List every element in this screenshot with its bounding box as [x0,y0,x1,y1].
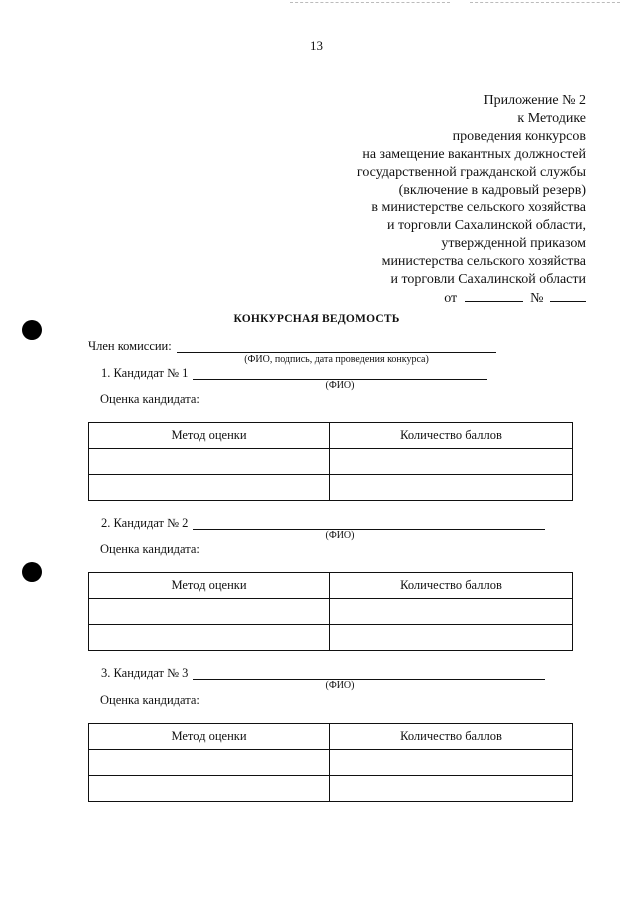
points-header: Количество баллов [330,724,573,750]
rating-label: Оценка кандидата: [100,542,200,556]
score-table [88,572,573,651]
method-cell[interactable] [89,625,330,651]
order-date-number-line [357,289,586,308]
appendix-line: министерства сельского хозяйства [381,254,586,270]
score-table [88,422,573,501]
method-header: Метод оценки [89,573,330,599]
rating-label: Оценка кандидата: [100,693,200,707]
appendix-line: на замещение вакантных должностей [362,146,586,162]
candidate-label: 3. Кандидат № 3 [101,666,189,680]
commission-blank[interactable] [177,352,496,353]
candidate-label: 1. Кандидат № 1 [101,366,189,380]
page-number: 13 [310,38,323,53]
points-cell[interactable] [330,625,573,651]
method-cell[interactable] [89,475,330,501]
commission-hint: (ФИО, подпись, дата проведения конкурса) [244,354,429,365]
appendix-line: государственной гражданской службы [356,164,586,180]
from-label: от [444,290,458,306]
commission-label: Член комиссии: [88,339,172,353]
appendix-line: (включение в кадровый резерв) [398,182,586,198]
appendix-line: в министерстве сельского хозяйства [371,200,586,216]
number-label: № [530,290,544,306]
points-cell[interactable] [330,475,573,501]
appendix-line: к Методике [517,110,586,126]
rating-label: Оценка кандидата: [100,392,200,406]
points-cell[interactable] [330,449,573,475]
method-cell[interactable] [89,776,330,802]
method-cell[interactable] [89,750,330,776]
points-header: Количество баллов [330,573,573,599]
method-cell[interactable] [89,599,330,625]
candidate-label: 2. Кандидат № 2 [101,516,189,530]
points-cell[interactable] [330,776,573,802]
order-date-blank[interactable] [465,289,523,302]
points-cell[interactable] [330,599,573,625]
scan-edge-line [470,2,620,3]
method-cell[interactable] [89,449,330,475]
appendix-line: и торговли Сахалинской области [390,272,586,288]
score-table [88,723,573,802]
candidate-fio-hint: (ФИО) [325,380,355,391]
binder-hole [22,562,42,582]
appendix-header [357,92,586,308]
appendix-line: и торговли Сахалинской области, [387,218,586,234]
candidate-fio-hint: (ФИО) [325,680,355,691]
method-header: Метод оценки [89,423,330,449]
points-cell[interactable] [330,750,573,776]
appendix-line: Приложение № 2 [483,93,586,108]
scan-edge-line [290,2,450,3]
points-header: Количество баллов [330,423,573,449]
appendix-line: утвержденной приказом [441,236,586,252]
candidate-fio-hint: (ФИО) [325,530,355,541]
appendix-line: проведения конкурсов [452,128,586,144]
method-header: Метод оценки [89,724,330,750]
form-title: КОНКУРСНАЯ ВЕДОМОСТЬ [233,313,400,325]
order-number-blank[interactable] [550,289,586,302]
